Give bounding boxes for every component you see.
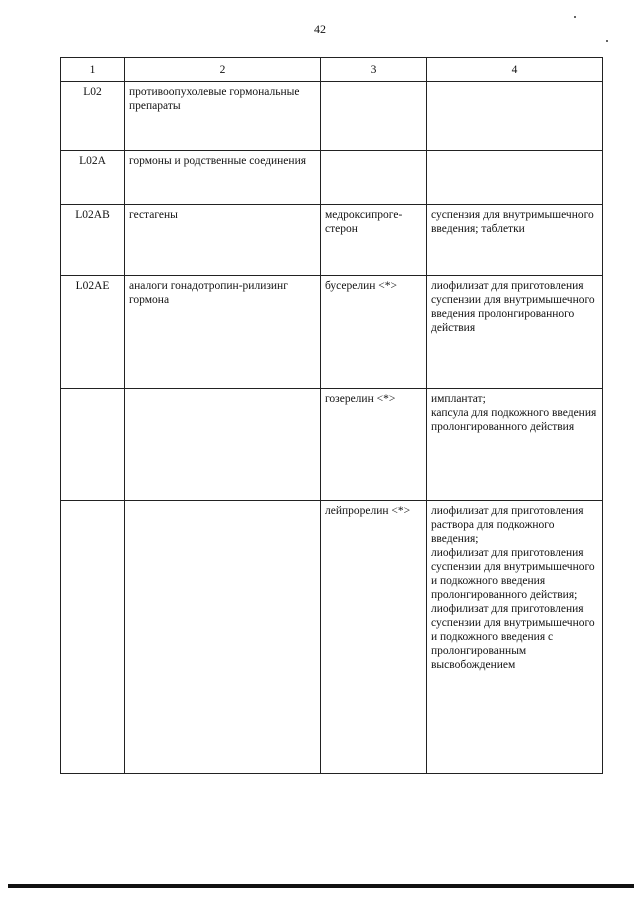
table-header-row (61, 58, 603, 82)
atc-code: L02A (61, 151, 125, 205)
dosage-form-line: имплантат; (431, 393, 486, 405)
atc-code: L02AB (61, 205, 125, 276)
dosage-forms: лиофилизат для приготовления суспензии для внутримышечного введения пролонгированного действия (427, 276, 603, 389)
group-name (125, 389, 321, 501)
group-name: противоопухолевые гормональные препараты (125, 82, 321, 151)
group-name: аналоги гонадотропин-рилизинг гормона (125, 276, 321, 389)
scan-speck (606, 40, 608, 42)
drug-name: бусерелин <*> (321, 276, 427, 389)
table-row (61, 501, 603, 774)
dosage-forms (427, 82, 603, 151)
group-name: гормоны и родственные соединения (125, 151, 321, 205)
atc-code: L02 (61, 82, 125, 151)
atc-code: L02AE (61, 276, 125, 389)
dosage-form-line: лиофилизат для приготовления суспензии для внутримышечного и подкожного введения с пролонгированным высвобождением (431, 603, 595, 671)
column-header-4: 4 (427, 58, 603, 82)
column-header-1: 1 (61, 58, 125, 82)
bottom-rule (8, 884, 634, 888)
atc-code (61, 501, 125, 774)
table-row (61, 82, 603, 151)
dosage-forms (427, 389, 603, 501)
page-number: 42 (314, 22, 326, 36)
drug-classification-table (60, 57, 603, 774)
column-header-2: 2 (125, 58, 321, 82)
column-header-3: 3 (321, 58, 427, 82)
group-name: гестагены (125, 205, 321, 276)
group-name (125, 501, 321, 774)
table-row (61, 151, 603, 205)
drug-name: медроксипроге-стерон (321, 205, 427, 276)
drug-name (321, 82, 427, 151)
table-row (61, 389, 603, 501)
atc-code (61, 389, 125, 501)
dosage-form-line: лиофилизат для приготовления суспензии для внутримышечного и подкожного введения пролонгированного действия; (431, 547, 595, 601)
drug-name (321, 151, 427, 205)
scan-speck (574, 16, 576, 18)
dosage-form-line: капсула для подкожного введения пролонгированного действия (431, 407, 597, 433)
table-row (61, 205, 603, 276)
dosage-form-line: лиофилизат для приготовления раствора для подкожного введения; (431, 505, 584, 545)
dosage-forms (427, 151, 603, 205)
drug-name: лейпрорелин <*> (321, 501, 427, 774)
dosage-forms (427, 501, 603, 774)
table-row (61, 276, 603, 389)
drug-name: гозерелин <*> (321, 389, 427, 501)
dosage-forms: суспензия для внутримышечного введения; таблетки (427, 205, 603, 276)
